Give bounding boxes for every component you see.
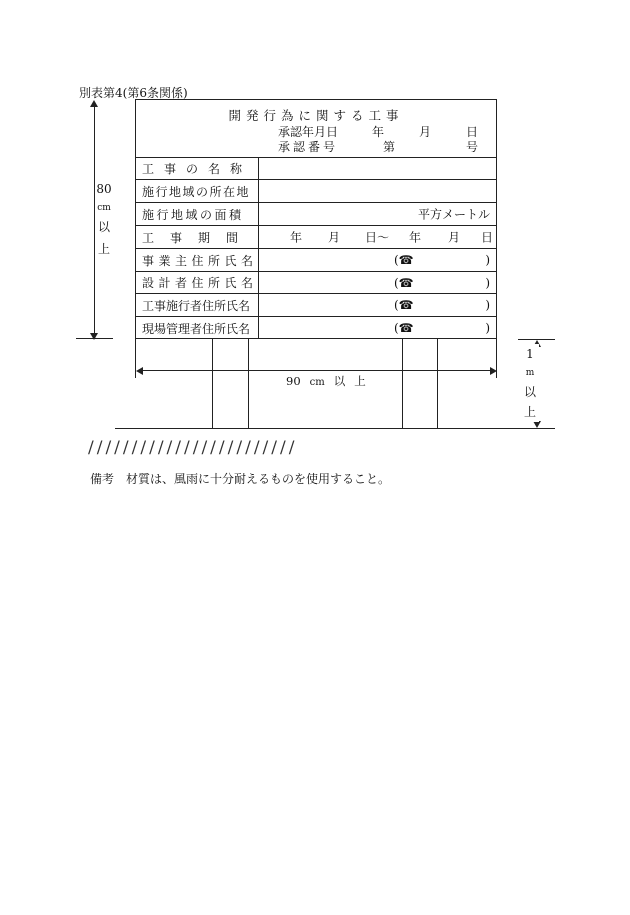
arrow-up-icon (90, 100, 98, 107)
row-value (259, 157, 496, 179)
row-label: 事業主住所氏名 (136, 249, 259, 271)
approval-number-label: 承認番号 (278, 140, 339, 154)
ground-line (115, 428, 555, 429)
arrow-right-icon (490, 367, 497, 375)
period-end-year: 年 (409, 230, 422, 245)
post-line (248, 339, 249, 428)
arrow-down-icon (533, 421, 541, 428)
ground-hatch: //////////////////////// (88, 438, 298, 458)
ground-dimension-label: 1 m 以 上 (521, 344, 539, 422)
sign-board (135, 99, 497, 339)
row-label: 工事期間 (136, 226, 259, 248)
area-unit: 平方メートル (417, 207, 490, 222)
row-project-name (136, 157, 496, 180)
phone-close: ) (485, 253, 490, 267)
phone-close: ) (485, 275, 490, 290)
approval-number-go: 号 (466, 140, 479, 154)
approval-number-dai: 第 (383, 140, 396, 154)
row-contractor (136, 294, 496, 317)
post-line (212, 339, 213, 428)
row-area (136, 203, 496, 226)
phone-open: (☎ (394, 253, 414, 267)
row-label: 施行地域の面積 (136, 203, 259, 225)
row-designer (136, 272, 496, 294)
post-line (402, 339, 403, 428)
approval-date-day: 日 (466, 125, 479, 139)
sign-title: 開発行為に関する工事 (228, 108, 404, 123)
period-start-month: 月 (328, 230, 341, 245)
phone-close: ) (485, 321, 490, 335)
row-value (259, 180, 496, 202)
row-value (259, 249, 496, 271)
row-period (136, 226, 496, 249)
approval-date-label: 承認年月日 (278, 125, 339, 139)
approval-date-month: 月 (419, 125, 432, 139)
height-extension-line (76, 338, 113, 339)
arrow-left-icon (136, 367, 143, 375)
row-label: 工事施行者住所氏名 (136, 294, 259, 316)
period-end-day: 日 (481, 230, 494, 245)
phone-open: (☎ (394, 275, 414, 290)
row-location (136, 180, 496, 203)
row-site-manager (136, 317, 496, 339)
row-value (259, 294, 496, 316)
period-start-year: 年 (290, 230, 303, 245)
height-dimension-label: 80 cm 以 上 (95, 178, 113, 260)
row-value (259, 226, 496, 248)
sign-header (136, 100, 496, 158)
row-value (259, 203, 496, 225)
row-label: 施行地域の所在地 (136, 180, 259, 202)
phone-open: (☎ (394, 321, 414, 335)
table-caption: 別表第4(第6条関係) (79, 86, 188, 100)
row-label: 設計者住所氏名 (136, 272, 259, 293)
phone-open: (☎ (394, 298, 414, 312)
row-label: 現場管理者住所氏名 (136, 317, 259, 339)
approval-date-year: 年 (372, 125, 385, 139)
width-dimension-label: 90 cm 以 上 (286, 374, 366, 388)
period-end-month: 月 (448, 230, 461, 245)
row-owner (136, 249, 496, 272)
row-label: 工事の名称 (136, 157, 259, 179)
remark-note: 備考 材質は、風雨に十分耐えるものを使用すること。 (90, 472, 391, 486)
phone-close: ) (485, 298, 490, 312)
row-value (259, 317, 496, 339)
post-line (437, 339, 438, 428)
width-dimension-line (140, 370, 492, 371)
period-start-day: 日～ (365, 230, 390, 245)
row-value (259, 272, 496, 293)
